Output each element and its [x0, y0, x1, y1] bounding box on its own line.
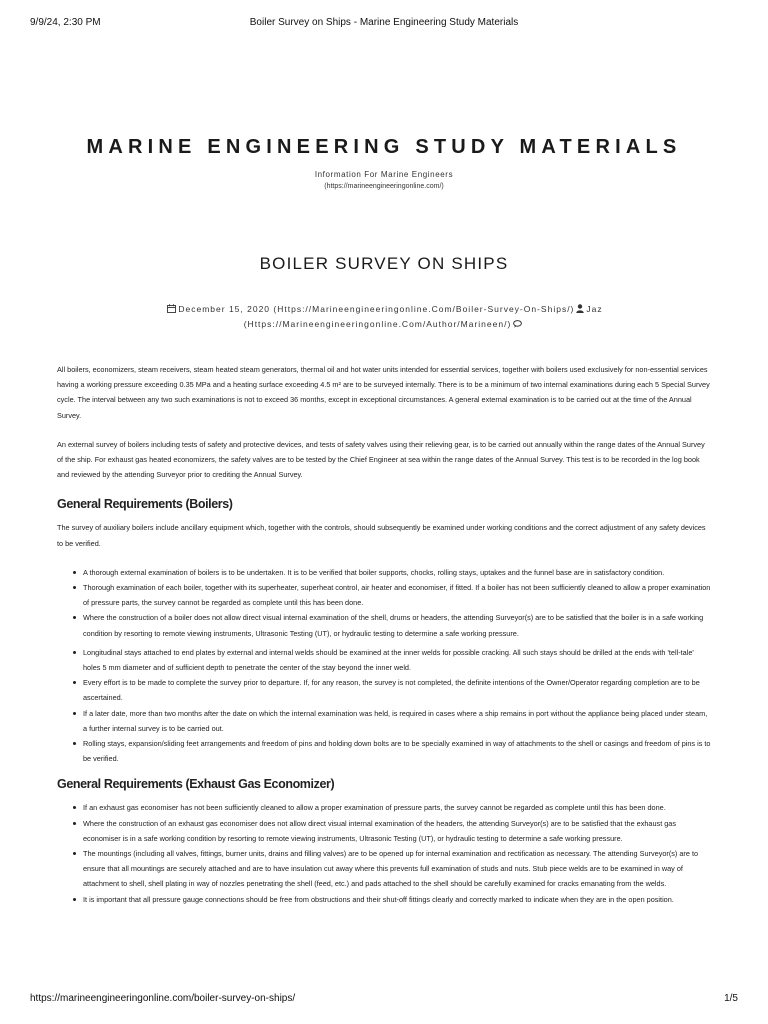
- section-heading-economizer: General Requirements (Exhaust Gas Economizer): [57, 777, 335, 792]
- list-item: If an exhaust gas economiser has not been sufficiently cleaned to allow a proper examination of pressure parts, the survey cannot be regarded as complete until this has been done.: [83, 800, 712, 815]
- intro-paragraph-2: An external survey of boilers including tests of safety and protective devices, and tests of safety valves using their relieving gear, is to be carried out annually within the range dates of the Annual Survey of the ship. For exhaust gas heated economizers, the safety valves are to be tested by the Chief Engineer at sea within the range dates of the Annual Survey. This test is to be recorded in the log book and reviewed by the attending Surveyor prior to crediting the Annual Survey.: [57, 439, 705, 480]
- list-item: Where the construction of an exhaust gas economiser does not allow direct visual internal examination of the headers, the attending Surveyor(s) are to be satisfied that the exhaust gas economiser is in a safe working condition by resorting to remote viewing instruments, Ultrasonic Testing (UT), or hydraulic testing to determine a safe working pressure.: [83, 816, 712, 846]
- section-heading-boilers: General Requirements (Boilers): [57, 497, 233, 512]
- post-date-link[interactable]: December 15, 2020 (Https://Marineengineeringonline.Com/Boiler-Survey-On-Ships/): [178, 304, 575, 314]
- page-number: 1/5: [724, 993, 738, 1004]
- post-meta-date-author: [0, 304, 768, 315]
- post-title: BOILER SURVEY ON SHIPS: [259, 254, 509, 274]
- site-tagline: Information For Marine Engineers: [314, 170, 454, 179]
- list-item: Longitudinal stays attached to end plates by external and internal welds should be examined at the inner welds for possible cracking. All such stays should be drilled at the ends with 'tell-tale' holes 5 mm diameter and of sufficient depth to penetrate the center of the stay beyond the inner weld.: [83, 645, 712, 675]
- print-header: [0, 17, 768, 31]
- list-item: The mountings (including all valves, fittings, burner units, drains and filling valves) are to be opened up for internal examination and rectification as necessary. The attending Surveyor(s) are to ensure that all mountings are securely attached and are to have insulation cut away where this prevents full examination of studs and nuts. Stub piece welds are to be examined in way of attachment to shell, shell plating in way of nozzles penetrating the shell (feed, etc.) and pads attached to the shell should be carefully examined for cracks emanating from the welds.: [83, 846, 712, 892]
- comment-icon[interactable]: [513, 320, 522, 330]
- list-item: A thorough external examination of boilers is to be undertaken. It is to be verified that boiler supports, chocks, rolling stays, uptakes and the funnel base are in satisfactory condition.: [83, 565, 712, 580]
- list-item: If a later date, more than two months after the date on which the internal examination was held, is required in cases where a ship remains in port without the appliance being placed under steam, a further internal survey is to be carried out.: [83, 706, 712, 736]
- boilers-requirements-list: [57, 565, 712, 767]
- site-url[interactable]: (https://marineengineeringonline.com/): [324, 183, 444, 190]
- site-title-link[interactable]: MARINE ENGINEERING STUDY MATERIALS: [86, 136, 682, 158]
- list-item: It is important that all pressure gauge connections should be free from obstructions and their shut-off fittings clearly and correctly marked to indicate when they are in the open position.: [83, 892, 712, 907]
- post-meta-author-url: [0, 319, 768, 330]
- print-footer-url: https://marineengineeringonline.com/boiler-survey-on-ships/: [30, 993, 296, 1004]
- post-author-link[interactable]: Jaz: [586, 304, 603, 314]
- list-item: Every effort is to be made to complete the survey prior to departure. If, for any reason, the survey is not completed, the definite intentions of the Owner/Operator regarding completion are to be ascertained.: [83, 675, 712, 705]
- user-icon: [576, 304, 584, 315]
- section-boilers-paragraph: The survey of auxiliary boilers include ancillary equipment which, together with the controls, should subsequently be examined under working conditions and the correct adjustment of any safety devices to be verified.: [57, 523, 706, 548]
- author-url-link[interactable]: (Https://Marineengineeringonline.Com/Author/Marineen/): [243, 319, 512, 329]
- list-item: Where the construction of a boiler does not allow direct visual internal examination of the shell, drums or headers, the attending Surveyor(s) are to be satisfied that the boiler is in a safe working condition by resorting to remote viewing instruments, Ultrasonic Testing (UT), or hydraulic testing to determine a safe working pressure.: [83, 610, 712, 640]
- list-item: Thorough examination of each boiler, together with its superheater, superheat control, air heater and economiser, if fitted. If a boiler has not been sufficiently cleaned to allow a proper examination of pressure parts, the survey cannot be regarded as complete until this has been done.: [83, 580, 712, 610]
- print-datetime: 9/9/24, 2:30 PM: [30, 17, 101, 28]
- list-item: Rolling stays, expansion/sliding feet arrangements and freedom of pins and holding down bolts are to be specially examined in way of attachments to the shell or casings and freedom of pins is to be verified.: [83, 736, 712, 766]
- calendar-icon: [167, 304, 176, 315]
- intro-paragraph-1: All boilers, economizers, steam receivers, steam heated steam generators, thermal oil and hot water units intended for essential services, together with boilers used exclusively for non-essential services having a working pressure exceeding 0.35 MPa and a heating surface exceeding 4.5 m² are to be surveyed internally. There is to be a minimum of two internal examinations during each 5 Special Survey cycle. The interval between any two such examinations is not to exceed 36 months, except in exceptional circumstances. A general external examination is to be carried out at the time of the Annual Survey.: [57, 365, 710, 420]
- print-doc-title: Boiler Survey on Ships - Marine Engineering Study Materials: [249, 17, 519, 28]
- economizer-requirements-list: [57, 800, 712, 906]
- print-footer: [0, 993, 768, 1007]
- article-body: [57, 362, 712, 917]
